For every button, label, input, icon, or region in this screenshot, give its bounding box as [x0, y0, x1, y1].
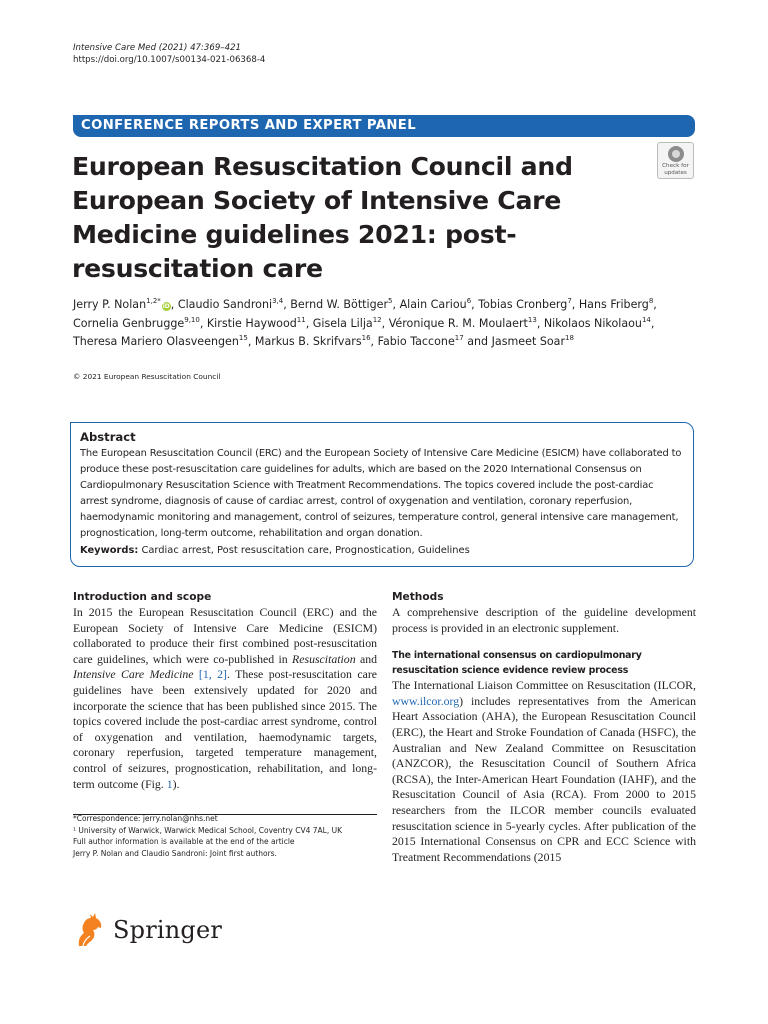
section-heading-introduction: Introduction and scope [73, 591, 212, 603]
author-name: Nikolaos Nikolaou [543, 316, 642, 330]
section-heading-methods: Methods [392, 591, 444, 603]
author[interactable] [389, 317, 537, 330]
introduction-paragraph: In 2015 the European Resuscitation Council (ERC) and the European Society of Intensive Care Medicine (ESICM) collaborated to produce their first combined post-resuscitation care guidelines, which were co-published in Resuscitation and Intensive Care Medicine [1, 2]. These post-resuscitation care guidelines have been extensively updated for 2020 and incorporate the science that has been published since 2015. The topics covered include the post-cardiac arrest syndrome, control of oxygenation and ventilation, haemodynamic targets, coronary reperfusion, targeted temperature management, control of seizures, prognostication, rehabilitation, and long-term outcome (Fig. 1). [73, 605, 377, 791]
author-name: Alain Cariou [399, 298, 467, 311]
doi-link[interactable]: https://doi.org/10.1007/s00134-021-06368-4 [73, 55, 266, 65]
author-name: Gisela Lilja [312, 316, 373, 330]
journal-name-resuscitation: Resuscitation [292, 651, 356, 666]
ilcor-link[interactable]: www.ilcor.org [392, 693, 460, 708]
author-name: Hans Friberg [578, 298, 649, 311]
affiliation-marker: 6 [466, 297, 472, 305]
publisher-logo [73, 908, 222, 952]
affiliation-marker: 18 [565, 334, 574, 342]
author[interactable] [478, 298, 572, 311]
joint-authors-footnote: Jerry P. Nolan and Claudio Sandroni: Joint first authors. [73, 848, 277, 858]
methods-paragraph: A comprehensive description of the guideline development process is provided in an electronic supplement. [392, 605, 696, 635]
affiliation-marker: 11 [296, 315, 306, 324]
check-updates-icon [668, 146, 684, 162]
journal-citation: Intensive Care Med (2021) 47:369–421 [73, 43, 242, 53]
affiliation-marker: 13 [527, 315, 537, 324]
right-column [392, 590, 696, 865]
author[interactable] [400, 298, 472, 311]
publisher-name: Springer [113, 916, 223, 944]
affiliation-marker: 8 [648, 297, 654, 305]
affiliation-marker: 17 [454, 334, 464, 342]
author-name: Cornelia Genbrugge [73, 316, 185, 330]
author-name: Bernd W. Böttiger [290, 298, 389, 311]
author[interactable] [544, 317, 651, 330]
author[interactable] [207, 317, 306, 330]
author[interactable] [378, 335, 464, 348]
author-name: Véronique R. M. Moulaert [388, 316, 528, 330]
author-name: Jerry P. Nolan [73, 298, 147, 311]
reference-link[interactable]: [1, 2] [193, 667, 227, 682]
correspondence-footnote: *Correspondence: jerry.nolan@nhs.net [73, 814, 218, 823]
subsection-heading-consensus: The international consensus on cardiopulmonary resuscitation science evidence review process [392, 650, 642, 677]
author-name: Markus B. Skrifvars [254, 335, 362, 348]
figure-link[interactable]: 1 [166, 776, 173, 791]
abstract-box [70, 422, 694, 567]
affiliation-marker: 7 [567, 297, 572, 305]
article-type-banner: CONFERENCE REPORTS AND EXPERT PANEL [73, 115, 695, 137]
author-name: Kirstie Haywood [206, 316, 297, 330]
affiliation-marker: 15 [238, 334, 248, 342]
author[interactable] [178, 298, 283, 311]
author[interactable] [73, 317, 200, 330]
affiliation-marker: 9,10 [184, 315, 200, 324]
consensus-paragraph: The International Liaison Committee on Resuscitation (ILCOR, www.ilcor.org) includes representatives from the American Heart Association (AHA), the European Resuscitation Council (ERC), the Heart and Stroke Foundation of Canada (HSFC), the Australian and New Zealand Committee on Resuscitation (ANZCOR), the Resuscitation Council of Southern Africa (RCSA), the Inter-American Heart Foundation (IAHF), and the Resuscitation Council of Asia (RCA). From 2000 to 2015 researchers from the ILCOR member councils evaluated resuscitation science in 5-yearly cycles. After publication of the 2015 International Consensus on CPR and ECC Science with Treatment Recommendations (2015 [392, 678, 696, 864]
springer-horse-icon [73, 910, 107, 950]
abstract-text: The European Resuscitation Council (ERC) and the European Society of Intensive Care Medicine (ESICM) have collaborated to produce these post-resuscitation care guidelines for adults, which are based on the 2020 International Consensus on Cardiopulmonary Resuscitation Science with Treatment Recommendations. The topics covered include the post-cardiac arrest syndrome, diagnosis of cause of cardiac arrest, control of oxygenation and ventilation, coronary reperfusion, haemodynamic monitoring and management, control of seizures, temperature control, general intensive care management, prognostication, long-term outcome, rehabilitation and organ donation. [80, 448, 682, 539]
keywords [80, 542, 684, 559]
check-updates-line2: updates [664, 170, 687, 177]
author[interactable] [492, 335, 574, 348]
author[interactable] [313, 317, 382, 330]
author-name: Fabio Taccone [377, 335, 455, 348]
author[interactable] [579, 298, 653, 311]
affiliation-marker: 14 [641, 315, 651, 324]
author[interactable] [255, 335, 371, 348]
full-info-footnote: Full author information is available at the end of the article [73, 837, 295, 846]
journal-header [73, 42, 265, 66]
affiliation-marker: 16 [361, 334, 371, 342]
author[interactable] [290, 298, 392, 311]
author[interactable] [73, 298, 171, 311]
affiliation-marker: 12 [372, 315, 382, 324]
check-updates-line1: Check for [662, 163, 689, 169]
affiliation-marker: 1,2* [146, 297, 161, 305]
journal-name-icm: Intensive Care Medicine [73, 667, 194, 682]
copyright: © 2021 European Resuscitation Council [73, 372, 221, 381]
author[interactable] [73, 335, 248, 348]
article-title: European Resuscitation Council and European Society of Intensive Care Medicine guidelines 2021: post-resuscitation care [72, 152, 573, 283]
affiliation-marker: 5 [388, 297, 393, 305]
abstract-heading: Abstract [80, 430, 136, 444]
left-column [73, 590, 377, 792]
orcid-icon[interactable]: iD [162, 303, 170, 310]
author-name: Claudio Sandroni [177, 298, 273, 311]
affiliation-footnote: ¹ University of Warwick, Warwick Medical School, Coventry CV4 7AL, UK [73, 825, 343, 835]
check-for-updates-badge[interactable] [657, 142, 694, 179]
keywords-list: Cardiac arrest, Post resuscitation care, Prognostication, Guidelines [141, 545, 470, 556]
author-list: Jerry P. Nolan$^{1,2*}$iD, Claudio Sandroni$^{3,4}$, Bernd W. Böttiger$^5$, Alain Cariou$^6$, Tobias Cronberg$^7$, Hans Friberg$^8$, Cornelia Genbrugge$^{9,10}$, Kirstie Haywood$^{11}$, Gisela Lilja$^{12}$, Véronique R. M. Moulaert$^{13}$, Nikolaos Nikolaou$^{14}$, Theresa Mariero Olasveengen$^{15}$, Markus B. Skrifvars$^{16}$, Fabio Taccone$^{17}$ and Jasmeet Soar$^{18}$ [73, 297, 657, 348]
affiliation-marker: 3,4 [272, 297, 284, 305]
author-name: Jasmeet Soar [491, 335, 566, 348]
author-name: Tobias Cronberg [478, 298, 568, 311]
author-name: Theresa Mariero Olasveengen [73, 335, 239, 348]
footnotes [73, 813, 377, 859]
keywords-label: Keywords: [80, 545, 139, 556]
